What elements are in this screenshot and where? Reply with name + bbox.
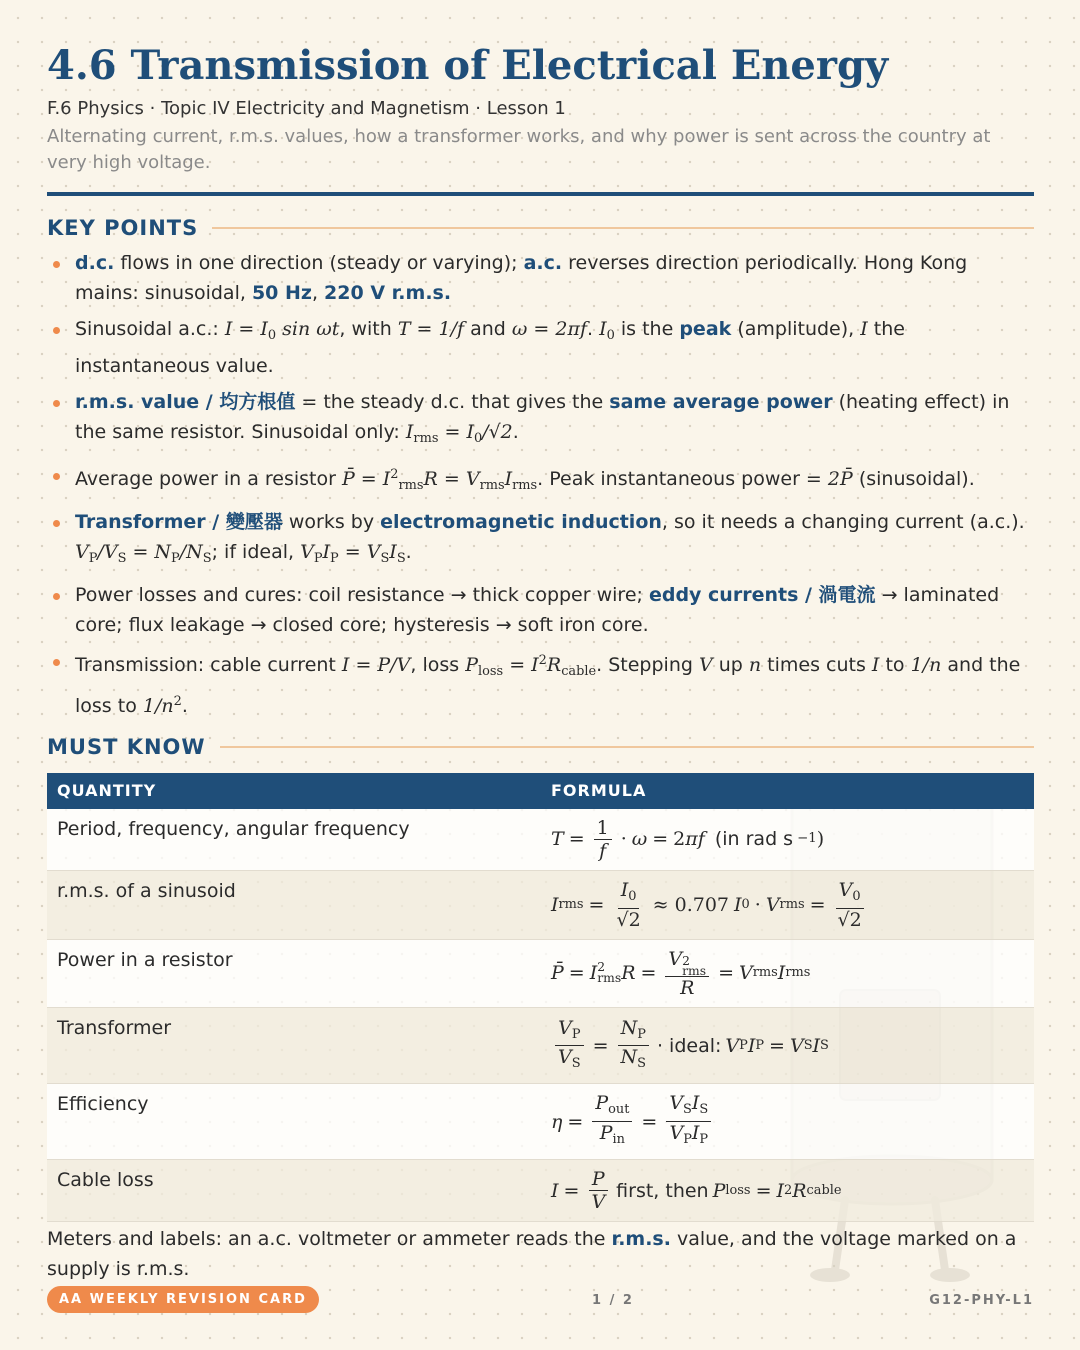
quantity-cell: r.m.s. of a sinusoid [47, 870, 541, 939]
table-row [47, 1160, 1034, 1222]
math: 2P̄ [827, 467, 853, 490]
math: $I_0$ [599, 318, 615, 343]
table-row [47, 939, 1034, 1007]
section-divider [220, 746, 1034, 748]
formula-cell: T = $\frac{1}{f}$ · ω = 2 πf (in rad s −1 ) [541, 809, 1034, 871]
table-row [47, 870, 1034, 939]
math: V [698, 653, 713, 676]
formula-cell: I rms = $\frac{I_0}{√2}$ ≈ 0.707 I 0 · V rms = $\frac{V_0}{√2}$ [541, 870, 1034, 939]
formula-cell: η = $\frac{P_{out}}{P_{in}}$ = $\frac{V_SI_S}{V_PI_P}$ [541, 1084, 1034, 1160]
formula-cell: P̄ = I 2 rms R = V 2 rms R = V rms I rms [541, 939, 1034, 1007]
math: 1/n [910, 653, 942, 676]
page-number: 1 / 2 [592, 1293, 634, 1308]
table-row [47, 1007, 1034, 1084]
formula-cell: I = $\frac{P}{V}$ first, then P loss = I 2 R cable [541, 1160, 1034, 1222]
table-header-row [47, 773, 1034, 809]
math: $V_P/V_S = N_P/N_S$ [75, 540, 212, 566]
math: $1/n^2$ [142, 693, 182, 717]
math: $P_{loss} = I^2R_{cable}$ [465, 652, 597, 679]
card-code: G12-PHY-L1 [929, 1293, 1034, 1308]
key-points-list [47, 248, 1034, 721]
quantity-cell: Transformer [47, 1007, 541, 1084]
revision-card-badge: AA WEEKLY REVISION CARD [47, 1286, 319, 1313]
math: I = P/V [341, 653, 411, 676]
course-meta: F.6 Physics · Topic IV Electricity and Magnetism · Lesson 1 [47, 98, 566, 119]
section-divider [212, 227, 1034, 229]
math: I [871, 653, 880, 676]
list-item: Transformer / 變壓器 works by electromagnetic induction, so it needs a changing current (a.c.). $V_P/V_S = N_P/N_S$; if ideal, $V_PI_P = V_SI_S$. [47, 507, 1034, 574]
must-know-title: MUST KNOW [47, 734, 206, 759]
title-divider [47, 192, 1034, 196]
revision-card [47, 40, 1034, 1284]
formula-table [47, 773, 1034, 1222]
list-item: d.c. flows in one direction (steady or varying); a.c. reverses direction periodically. Hong Kong mains: sinusoidal, 50 Hz, 220 V r.m.s. [47, 248, 1034, 308]
quantity-cell: Efficiency [47, 1084, 541, 1160]
list-item: Transmission: cable current I = P/V, loss $P_{loss} = I^2R_{cable}$. Stepping V up n times cuts I to 1/n and the loss to $1/n^2$. [47, 646, 1034, 721]
math: $I_{rms} = I_0/√2$ [405, 420, 513, 446]
table-row [47, 1084, 1034, 1160]
list-item: r.m.s. value / 均方根值 = the steady d.c. that gives the same average power (heating effect) in the same resistor. Sinusoidal only: $I_{rms} = I_0/√2$. [47, 387, 1034, 454]
math: $I = I_0$ sin ωt [224, 318, 340, 343]
lesson-summary: Alternating current, r.m.s. values, how a transformer works, and why power is sent across the country at very high voltage. [47, 126, 991, 173]
meters-note: Meters and labels: an a.c. voltmeter or ammeter reads the r.m.s. value, and the voltage marked on a supply is r.m.s. [47, 1228, 1017, 1281]
math: T = 1/f [397, 318, 465, 340]
table-row [47, 809, 1034, 871]
key-points-header [47, 216, 1034, 240]
column-header-quantity: QUANTITY [47, 773, 541, 809]
quantity-cell: Period, frequency, angular frequency [47, 809, 541, 871]
math: n [748, 653, 762, 676]
math: I [860, 318, 868, 340]
formula-cell: $\frac{V_P}{V_S}$ = $\frac{N_P}{N_S}$ · ideal: V P I P = V S I S [541, 1007, 1034, 1084]
column-header-formula: FORMULA [541, 773, 1034, 809]
key-points-title: KEY POINTS [47, 216, 199, 240]
card-footer [47, 1286, 1034, 1316]
math: P̄ = $I^2_{rms}R = V_{rms}I_{rms}$ [341, 466, 538, 493]
list-item: Average power in a resistor P̄ = $I^2_{rms}R = V_{rms}I_{rms}$. Peak instantaneous power = 2P̄ (sinusoidal). [47, 460, 1034, 501]
quantity-cell: Cable loss [47, 1160, 541, 1222]
must-know-header [47, 735, 1034, 759]
math: ω = 2πf [511, 318, 588, 340]
list-item: Power losses and cures: coil resistance → thick copper wire; eddy currents / 渦電流 → laminated core; flux leakage → closed core; hysteresis → soft iron core. [47, 580, 1034, 640]
page-title: 4.6 Transmission of Electrical Energy [47, 42, 889, 89]
quantity-cell: Power in a resistor [47, 939, 541, 1007]
math: $V_PI_P = V_SI_S$ [300, 540, 406, 566]
list-item: Sinusoidal a.c.: $I = I_0$ sin ωt, with T = 1/f and ω = 2πf. $I_0$ is the peak (amplitude), I the instantaneous value. [47, 314, 1034, 381]
